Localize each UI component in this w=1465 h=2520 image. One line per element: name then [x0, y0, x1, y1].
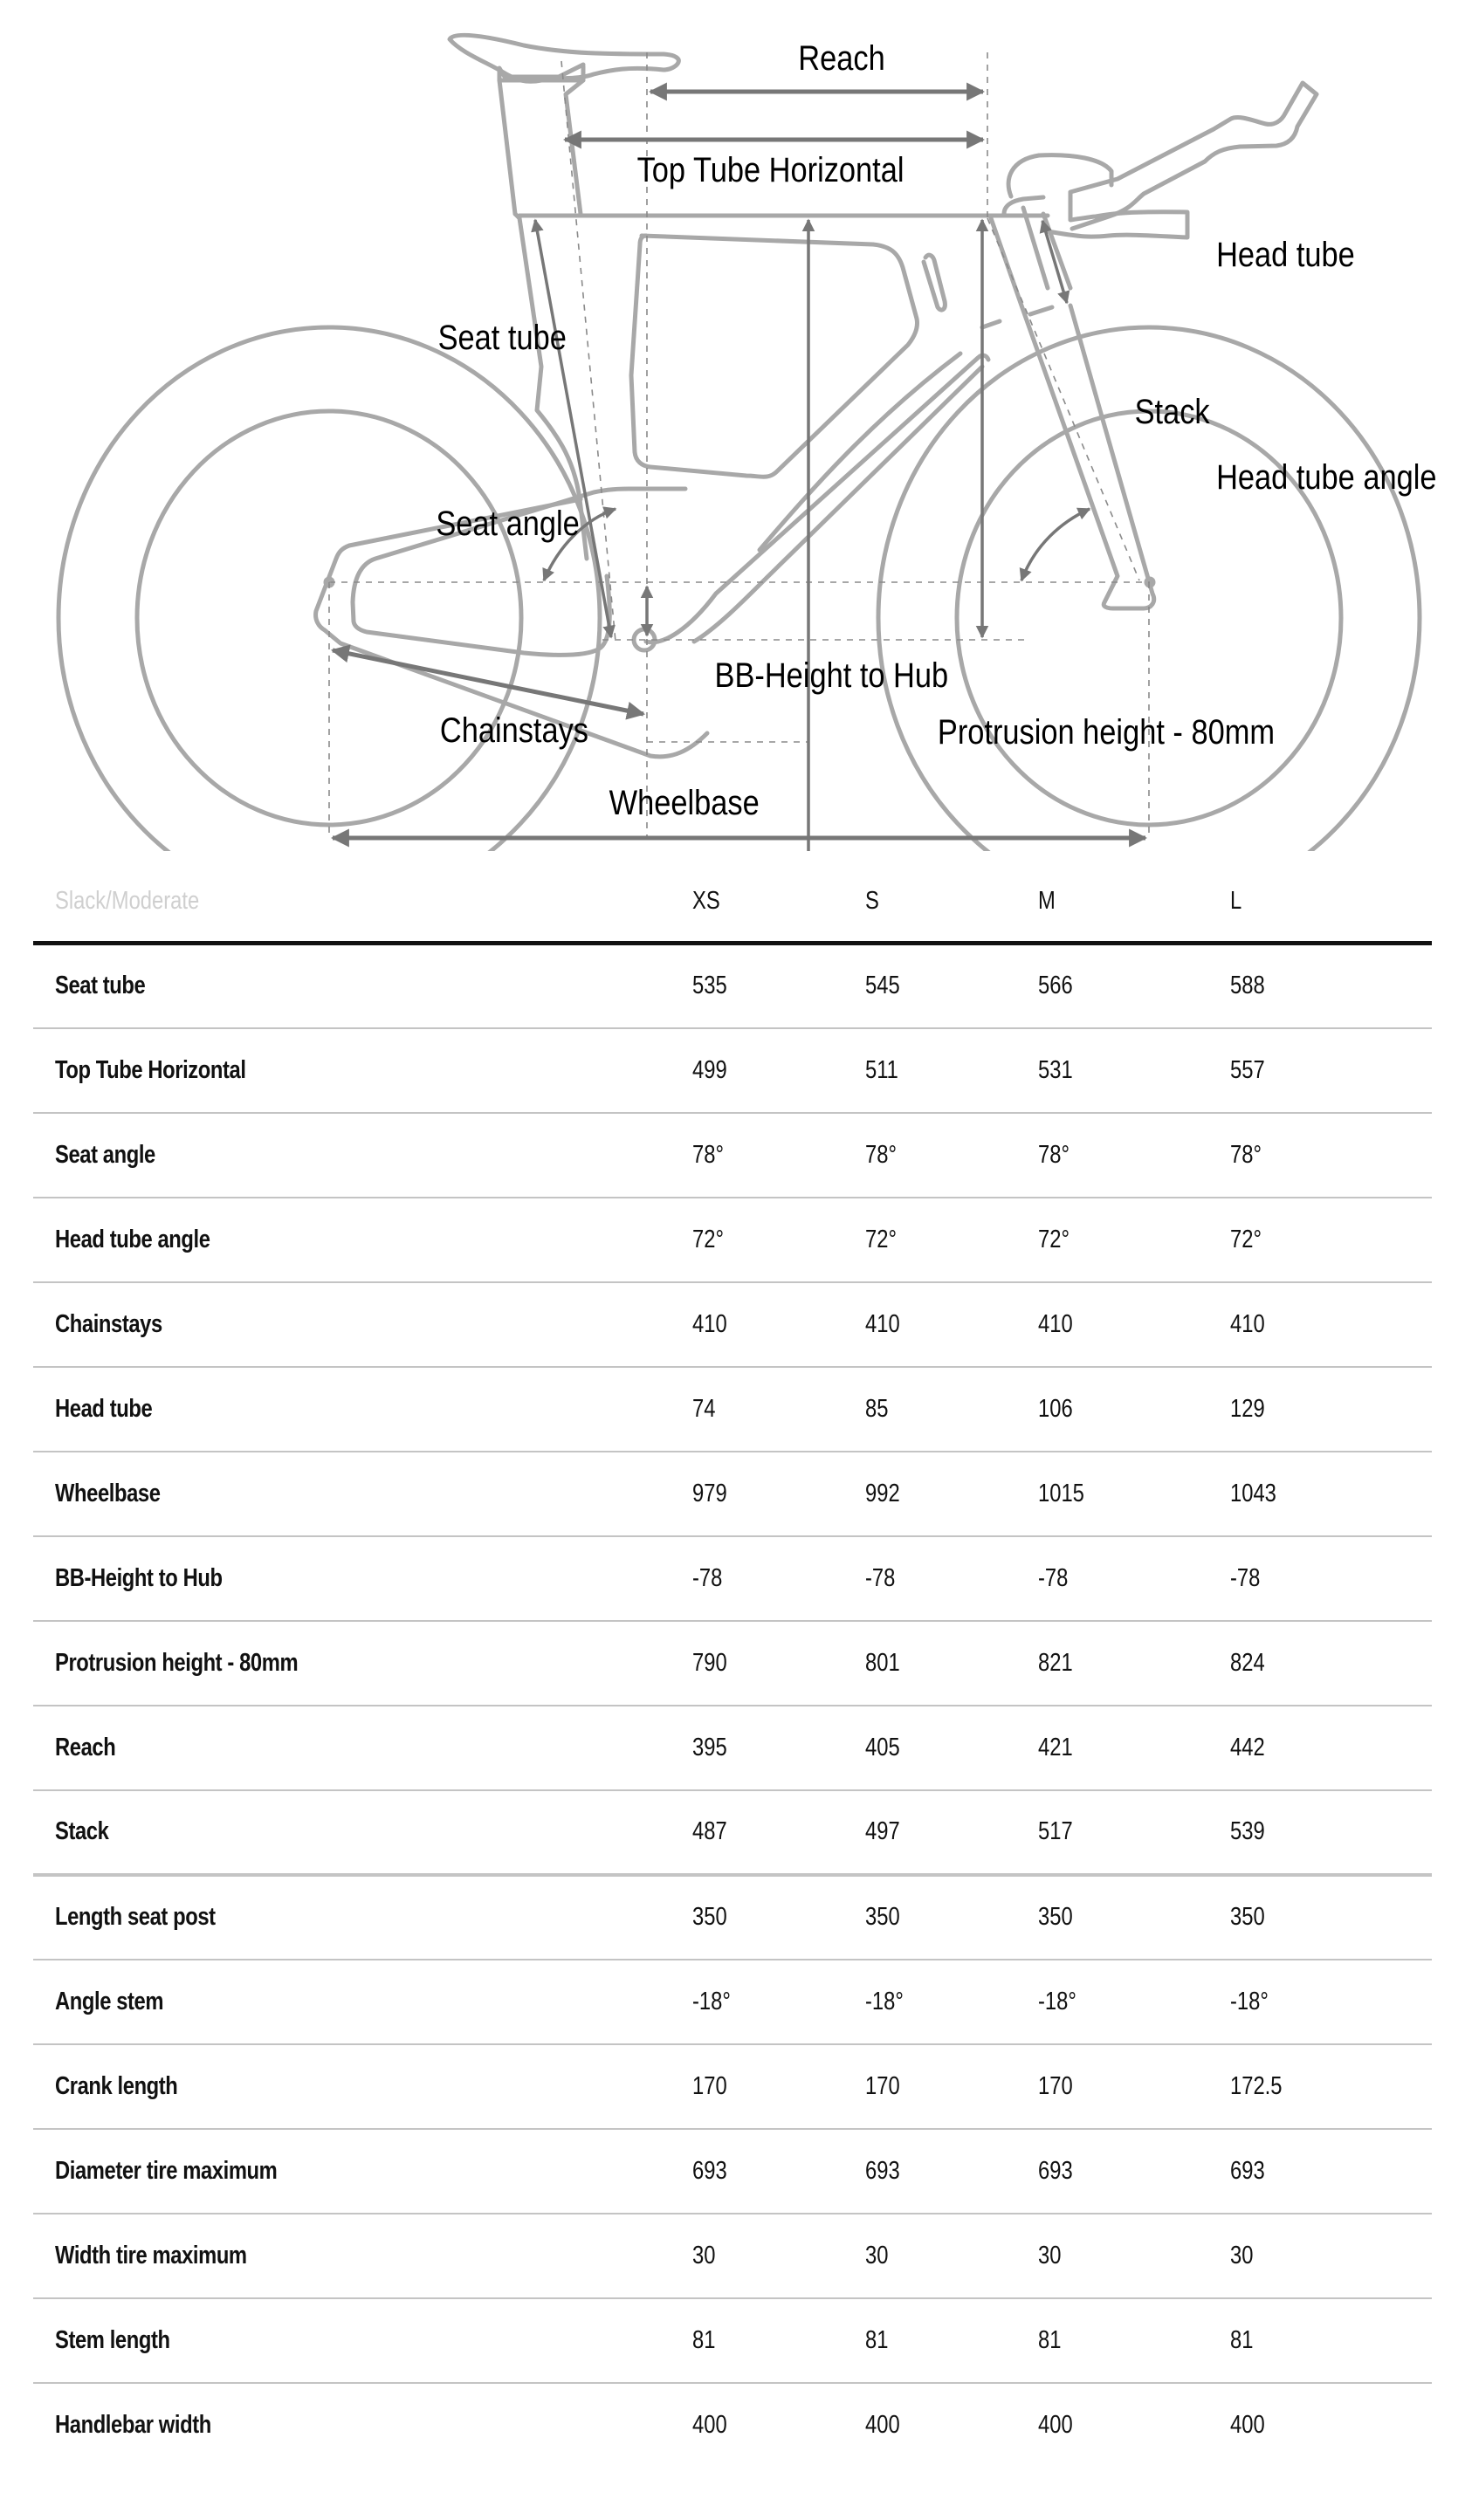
cell-value-text: 72° — [865, 1225, 897, 1253]
frame-window — [631, 236, 918, 477]
cell-value-text: -18° — [1038, 1987, 1076, 2015]
bike-geometry-diagram — [0, 0, 1465, 851]
table-row — [33, 2383, 1432, 2468]
rear-rim — [137, 411, 521, 825]
cell-value-xs — [692, 1452, 865, 1536]
cell-value-text: 442 — [1230, 1733, 1265, 1761]
cell-value-l — [1230, 1367, 1432, 1452]
cell-value-text: 400 — [865, 2411, 900, 2439]
cell-value-text: 821 — [1038, 1648, 1073, 1677]
row-label-text: Handlebar width — [55, 2411, 211, 2439]
cell-value-text: 30 — [1230, 2241, 1254, 2269]
row-label-text: Crank length — [55, 2071, 178, 2100]
cell-value-xs — [692, 1790, 865, 1875]
cell-value-l — [1230, 2298, 1432, 2383]
seat-tube-axis — [561, 61, 616, 642]
label-reach: Reach — [798, 38, 885, 78]
cell-value-s — [865, 1113, 1038, 1198]
row-label — [33, 1875, 692, 1960]
table-row — [33, 1113, 1432, 1198]
cell-value-xs — [692, 1282, 865, 1367]
cell-value-l — [1230, 1536, 1432, 1621]
table-row — [33, 1367, 1432, 1452]
cell-value-text: 81 — [1038, 2325, 1062, 2354]
cell-value-text: 410 — [865, 1309, 900, 1338]
down-tube — [646, 355, 988, 642]
cell-value-text: 81 — [865, 2325, 889, 2354]
row-label — [33, 2044, 692, 2129]
size-header-l — [1230, 861, 1432, 944]
row-label-text: Head tube — [55, 1394, 153, 1423]
cell-value-l — [1230, 2383, 1432, 2468]
cell-value-xs — [692, 1028, 865, 1113]
cell-value-l — [1230, 2129, 1432, 2214]
cell-value-m — [1038, 1198, 1230, 1282]
size-header-m — [1038, 861, 1230, 944]
label-protrusion-height: Protrusion height - 80mm — [937, 711, 1276, 752]
cell-value-s — [865, 1452, 1038, 1536]
cell-value-s — [865, 1198, 1038, 1282]
table-row — [33, 1706, 1432, 1790]
cell-value-l — [1230, 2214, 1432, 2298]
cell-value-text: 693 — [1038, 2156, 1073, 2185]
cell-value-l — [1230, 2044, 1432, 2129]
table-row — [33, 2214, 1432, 2298]
cell-value-text: 801 — [865, 1648, 900, 1677]
cell-value-m — [1038, 2383, 1230, 2468]
seat-tube — [499, 80, 583, 214]
cell-value-s — [865, 944, 1038, 1028]
head-tube-angle-arrow — [1021, 509, 1090, 580]
cell-value-text: 78° — [692, 1140, 724, 1169]
cell-value-l — [1230, 1875, 1432, 1960]
cell-value-text: 992 — [865, 1479, 900, 1507]
cell-value-text: 78° — [865, 1140, 897, 1169]
table-row — [33, 944, 1432, 1028]
table-row — [33, 1621, 1432, 1706]
cell-value-text: 531 — [1038, 1055, 1073, 1084]
table-row — [33, 1536, 1432, 1621]
cell-value-text: 129 — [1230, 1394, 1265, 1423]
table-header-row — [33, 861, 1432, 944]
cell-value-text: 400 — [1230, 2411, 1265, 2439]
cell-value-text: 30 — [1038, 2241, 1062, 2269]
cell-value-s — [865, 2383, 1038, 2468]
row-label-text: Stem length — [55, 2325, 170, 2354]
label-seat-angle: Seat angle — [436, 503, 580, 543]
cell-value-text: 499 — [692, 1055, 727, 1084]
cell-value-m — [1038, 1028, 1230, 1113]
cell-value-m — [1038, 944, 1230, 1028]
label-seat-tube: Seat tube — [437, 317, 567, 357]
cell-value-xs — [692, 1367, 865, 1452]
cell-value-s — [865, 1536, 1038, 1621]
table-row — [33, 2129, 1432, 2214]
cell-value-xs — [692, 1621, 865, 1706]
table-row — [33, 1960, 1432, 2044]
row-label — [33, 2214, 692, 2298]
cell-value-m — [1038, 2298, 1230, 2383]
row-label-text: Wheelbase — [55, 1479, 161, 1507]
cell-value-m — [1038, 2129, 1230, 2214]
cell-value-xs — [692, 1113, 865, 1198]
row-label — [33, 1790, 692, 1875]
cell-value-text: -78 — [1038, 1563, 1069, 1592]
cell-value-m — [1038, 1452, 1230, 1536]
table-row — [33, 2298, 1432, 2383]
cell-value-text: 350 — [692, 1903, 727, 1931]
label-wheelbase: Wheelbase — [609, 782, 760, 822]
cell-value-l — [1230, 1960, 1432, 2044]
cell-value-m — [1038, 1960, 1230, 2044]
cell-value-text: 30 — [692, 2241, 716, 2269]
table-row — [33, 2044, 1432, 2129]
cell-value-xs — [692, 1960, 865, 2044]
cell-value-text: 78° — [1230, 1140, 1262, 1169]
cell-value-text: 511 — [865, 1055, 898, 1084]
cell-value-l — [1230, 1113, 1432, 1198]
table-row — [33, 1282, 1432, 1367]
row-label — [33, 1367, 692, 1452]
cell-value-l — [1230, 1452, 1432, 1536]
cell-value-l — [1230, 1790, 1432, 1875]
row-label-text: Chainstays — [55, 1309, 162, 1338]
row-label-text: Reach — [55, 1733, 116, 1761]
cell-value-xs — [692, 1536, 865, 1621]
row-label-text: Protrusion height - 80mm — [55, 1648, 299, 1677]
cell-value-xs — [692, 2044, 865, 2129]
cell-value-text: 557 — [1230, 1055, 1265, 1084]
cell-value-xs — [692, 1706, 865, 1790]
cell-value-m — [1038, 1282, 1230, 1367]
cell-value-text: 693 — [865, 2156, 900, 2185]
cell-value-text: 72° — [692, 1225, 724, 1253]
cell-value-text: 535 — [692, 972, 727, 1000]
cell-value-m — [1038, 1536, 1230, 1621]
cell-value-s — [865, 1960, 1038, 2044]
label-head-tube-angle: Head tube angle — [1216, 457, 1437, 497]
cell-value-l — [1230, 1028, 1432, 1113]
saddle-clamp — [499, 65, 583, 77]
table-row — [33, 1875, 1432, 1960]
cell-value-text: 81 — [1230, 2325, 1254, 2354]
row-label — [33, 944, 692, 1028]
row-label-text: Angle stem — [55, 1987, 164, 2015]
cell-value-m — [1038, 1790, 1230, 1875]
cell-value-text: 74 — [692, 1394, 716, 1423]
table-title — [33, 861, 692, 944]
label-head-tube: Head tube — [1216, 234, 1355, 274]
cell-value-l — [1230, 944, 1432, 1028]
cell-value-m — [1038, 2044, 1230, 2129]
cell-value-xs — [692, 944, 865, 1028]
cell-value-xs — [692, 1875, 865, 1960]
cell-value-text: 517 — [1038, 1817, 1073, 1845]
cell-value-m — [1038, 1875, 1230, 1960]
cell-value-s — [865, 2298, 1038, 2383]
size-header-xs — [692, 861, 865, 944]
cell-value-m — [1038, 1367, 1230, 1452]
cell-value-text: 350 — [1230, 1903, 1265, 1931]
cell-value-text: -78 — [692, 1563, 723, 1592]
table-row — [33, 1452, 1432, 1536]
cell-value-text: 410 — [1230, 1309, 1265, 1338]
row-label — [33, 2129, 692, 2214]
row-label-text: BB-Height to Hub — [55, 1563, 223, 1592]
label-bb-height-to-hub: BB-Height to Hub — [714, 655, 949, 695]
cell-value-text: 790 — [692, 1648, 727, 1677]
cell-value-xs — [692, 2298, 865, 2383]
cell-value-m — [1038, 1706, 1230, 1790]
cell-value-text: 170 — [865, 2071, 900, 2100]
cell-value-text: -18° — [865, 1987, 904, 2015]
cell-value-text: 1015 — [1038, 1479, 1084, 1507]
cell-value-text: 81 — [692, 2325, 716, 2354]
cell-value-xs — [692, 2214, 865, 2298]
cell-value-s — [865, 2044, 1038, 2129]
cell-value-text: 588 — [1230, 972, 1265, 1000]
down-tube-inner — [760, 354, 960, 550]
label-stack: Stack — [1134, 391, 1210, 431]
row-label — [33, 1706, 692, 1790]
row-label — [33, 2298, 692, 2383]
row-label — [33, 2383, 692, 2468]
cell-value-text: 170 — [1038, 2071, 1073, 2100]
cell-value-text: -78 — [865, 1563, 896, 1592]
cell-value-l — [1230, 1706, 1432, 1790]
cell-value-text: 72° — [1038, 1225, 1070, 1253]
cell-value-text: 400 — [692, 2411, 727, 2439]
row-label — [33, 1113, 692, 1198]
cell-value-text: 545 — [865, 972, 900, 1000]
cell-value-l — [1230, 1621, 1432, 1706]
table-row — [33, 1198, 1432, 1282]
armrest-pad — [1008, 155, 1111, 196]
cell-value-l — [1230, 1282, 1432, 1367]
cell-value-text: 497 — [865, 1817, 900, 1845]
cell-value-s — [865, 1367, 1038, 1452]
row-label — [33, 1452, 692, 1536]
label-top-tube-horizontal: Top Tube Horizontal — [636, 149, 904, 189]
cell-value-s — [865, 1028, 1038, 1113]
row-label — [33, 1960, 692, 2044]
table-row — [33, 1028, 1432, 1113]
cell-value-text: 824 — [1230, 1648, 1265, 1677]
head-tube — [1023, 208, 1070, 288]
table-title-text: Slack/Moderate — [55, 886, 200, 915]
cell-value-s — [865, 1790, 1038, 1875]
row-label-text: Width tire maximum — [55, 2241, 247, 2269]
cell-value-text: 72° — [1230, 1225, 1262, 1253]
cell-value-text: 410 — [692, 1309, 727, 1338]
cell-value-text: 979 — [692, 1479, 727, 1507]
row-label-text: Head tube angle — [55, 1225, 210, 1253]
size-label: L — [1230, 886, 1242, 915]
cell-value-text: 400 — [1038, 2411, 1073, 2439]
cell-value-text: 350 — [865, 1903, 900, 1931]
cell-value-text: 30 — [865, 2241, 889, 2269]
cell-value-m — [1038, 2214, 1230, 2298]
cell-value-text: 350 — [1038, 1903, 1073, 1931]
size-header-s — [865, 861, 1038, 944]
cell-value-text: 395 — [692, 1733, 727, 1761]
size-label: S — [865, 886, 879, 915]
cell-value-text: 170 — [692, 2071, 727, 2100]
cell-value-text: 566 — [1038, 972, 1073, 1000]
row-label-text: Stack — [55, 1817, 109, 1845]
cell-value-text: 421 — [1038, 1733, 1073, 1761]
fork-crown — [982, 307, 1052, 327]
row-label — [33, 1282, 692, 1367]
seatpost-head — [499, 66, 583, 80]
cell-value-s — [865, 1706, 1038, 1790]
cell-value-xs — [692, 2383, 865, 2468]
cell-value-text: 693 — [692, 2156, 727, 2185]
cell-value-s — [865, 1282, 1038, 1367]
row-label-text: Top Tube Horizontal — [55, 1055, 246, 1084]
cell-value-text: -18° — [692, 1987, 731, 2015]
row-label — [33, 1198, 692, 1282]
row-label — [33, 1621, 692, 1706]
cell-value-text: 1043 — [1230, 1479, 1276, 1507]
cell-value-text: 693 — [1230, 2156, 1265, 2185]
cell-value-m — [1038, 1621, 1230, 1706]
size-label: XS — [692, 886, 720, 915]
cell-value-text: -18° — [1230, 1987, 1269, 2015]
cell-value-s — [865, 1875, 1038, 1960]
cell-value-text: 410 — [1038, 1309, 1073, 1338]
cell-value-text: 106 — [1038, 1394, 1073, 1423]
table-row — [33, 1790, 1432, 1875]
cell-value-l — [1230, 1198, 1432, 1282]
cell-value-s — [865, 2214, 1038, 2298]
cell-value-text: 539 — [1230, 1817, 1265, 1845]
row-label — [33, 1536, 692, 1621]
label-chainstays: Chainstays — [439, 710, 589, 750]
row-label-text: Diameter tire maximum — [55, 2156, 278, 2185]
cell-value-text: 405 — [865, 1733, 900, 1761]
frame-slot — [924, 255, 945, 310]
row-label-text: Length seat post — [55, 1903, 216, 1931]
aerobar-extension — [1070, 83, 1317, 229]
row-label-text: Seat tube — [55, 972, 146, 1000]
size-label: M — [1038, 886, 1056, 915]
cell-value-text: -78 — [1230, 1563, 1261, 1592]
cell-value-xs — [692, 1198, 865, 1282]
cell-value-m — [1038, 1113, 1230, 1198]
cell-value-s — [865, 2129, 1038, 2214]
rear-wheel — [58, 327, 600, 851]
cell-value-text: 85 — [865, 1394, 889, 1423]
cell-value-s — [865, 1621, 1038, 1706]
geometry-table — [33, 861, 1432, 2468]
row-label — [33, 1028, 692, 1113]
cell-value-text: 487 — [692, 1817, 727, 1845]
cell-value-text: 78° — [1038, 1140, 1070, 1169]
cell-value-text: 172.5 — [1230, 2071, 1283, 2100]
row-label-text: Seat angle — [55, 1140, 155, 1169]
cell-value-xs — [692, 2129, 865, 2214]
